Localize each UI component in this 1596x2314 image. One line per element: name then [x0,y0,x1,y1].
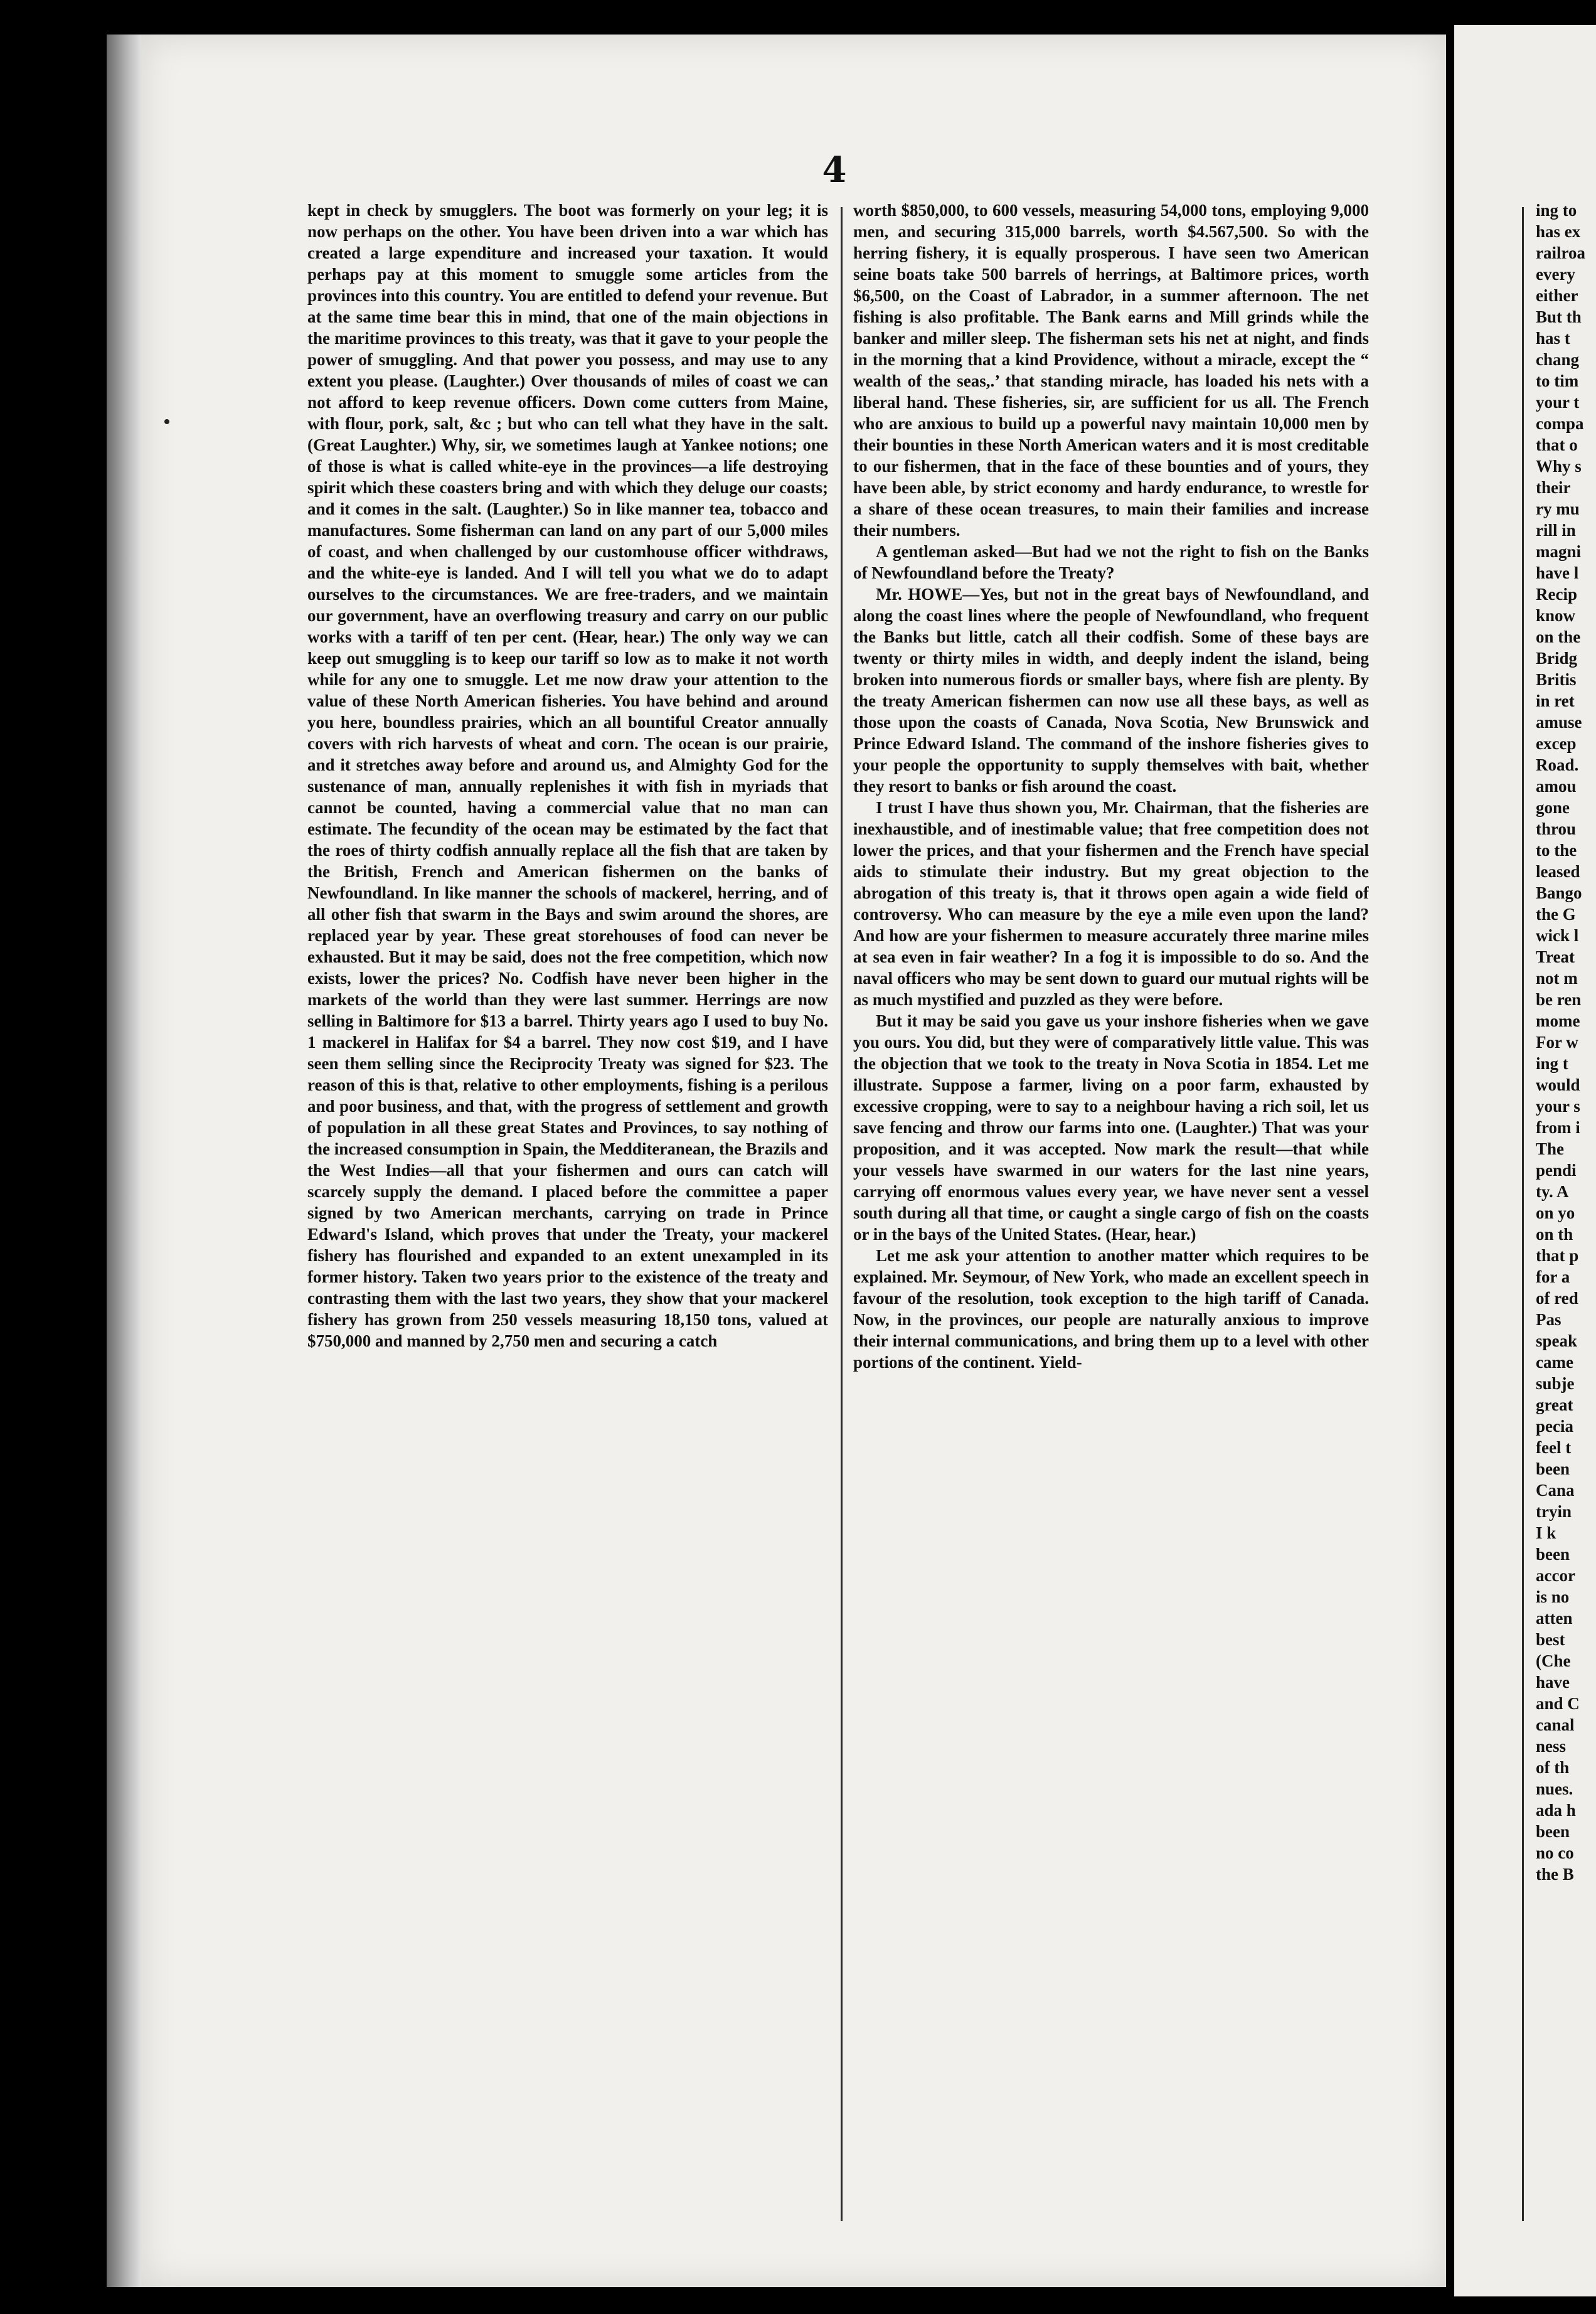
adjacent-page-line: been [1536,1459,1570,1478]
adjacent-page-line: magni [1536,542,1582,561]
adjacent-page-line: leased [1536,862,1580,881]
adjacent-page-line: have l [1536,563,1579,582]
adjacent-page-line: feel t [1536,1438,1572,1457]
adjacent-page-line: on yo [1536,1203,1575,1222]
adjacent-page-line: on th [1536,1225,1573,1244]
adjacent-page-line: rill in [1536,521,1576,540]
adjacent-page-line: throu [1536,819,1577,838]
adjacent-page-line: chang [1536,350,1580,369]
adjacent-page-line: Road. [1536,755,1579,774]
adjacent-page-column-divider [1522,207,1524,2221]
adjacent-page-line: Recip [1536,585,1577,604]
adjacent-page-line: and C [1536,1694,1580,1713]
adjacent-page-line: I k [1536,1523,1556,1542]
adjacent-page-line: from i [1536,1118,1580,1137]
adjacent-page-line: has t [1536,329,1570,348]
adjacent-page-line: ry mu [1536,499,1580,518]
paragraph: Let me ask your attention to another matter which requires to be explained. Mr. Seymour, of New York, who made an excellent speech in favour of the resolution, took exception to the high tariff of Canada. Now, in the provinces, our people are naturally anxious to improve their internal communications, and bring them up to a level with other portions of the continent. Yield- [853,1246,1369,1372]
adjacent-page-line: nues. [1536,1779,1573,1798]
paragraph: worth $850,000, to 600 vessels, measuring 54,000 tons, employing 9,000 men, and securing 315,000 barrels, worth $4.567,500. So with the herring fishery, it is equally prosperous. I have seen two American seine boats take 500 barrels of herrings, at Baltimore prices, worth $6,500, on the Coast of Labrador, in a summer afternoon. The net fishing is also profitable. The Bank earns and Mill grinds while the banker and miller sleep. The fisherman sets his net at night, and finds in the morning that a kind Providence, without a miracle, except the “ wealth of the seas,.’ that standing miracle, has loaded his nets with a liberal hand. These fisheries, sir, are sufficient for us all. The French who are anxious to build up a powerful navy maintain 10,000 men by their bounties in these North American waters and it is most creditable to our fishermen, that in the face of these bounties and of yours, they have been able, by strict economy and hardy endurance, to wrestle for a share of these ocean treasures, to main their families and increase their numbers. [853,201,1369,540]
adjacent-page-line: ing t [1536,1054,1568,1073]
adjacent-page-line: your t [1536,393,1580,412]
adjacent-page-line: ness [1536,1737,1567,1756]
adjacent-page-line: for a [1536,1267,1570,1286]
adjacent-page-text-fragments [1536,200,1596,2232]
adjacent-page-line: your s [1536,1097,1580,1116]
paragraph: kept in check by smugglers. The boot was formerly on your leg; it is now perhaps on the other. You have been driven into a war which has created a large expenditure and increased your taxation. It would perhaps pay at this moment to smuggle some articles from the provinces into this country. You are entitled to defend your revenue. But at the same time bear this in mind, that one of the main objections in the maritime provinces to this treaty, was that it gave to your people the power of smuggling. And that power you possess, and may use to any extent you please. (Laughter.) Over thousands of miles of coast we can not afford to keep revenue officers. Down come cutters from Maine, with flour, pork, salt, &c ; but who can tell what they have in the salt. (Great Laughter.) Why, sir, we sometimes laugh at Yankee notions; one of those is what is called white-eye in the provinces—a life destroying spirit which these coasters bring and with which they deluge our coasts; and it comes in the salt. (Laughter.) So in like manner tea, tobacco and manufactures. Some fisherman can land on any part of our 5,000 miles of coast, and when challenged by our customhouse officer withdraws, and the white-eye is landed. And I will tell you what we do to adapt ourselves to the circumstances. We are free-traders, and we maintain our government, have an overflowing treasury and carry on our public works with a tariff of ten per cent. (Hear, hear.) The only way we can keep out smuggling is to keep our tariff so low as to make it not worth while for any one to smuggle. Let me now draw your attention to the value of these North American fisheries. You have behind and around you here, boundless prairies, which an all bountiful Creator annually covers with rich harvests of wheat and corn. The ocean is our prairie, and it stretches away before and around us, and Almighty God for the sustenance of man, annually replenishes it with fish in myriads that cannot be counted, having a commercial value that no man can estimate. The fecundity of the ocean may be estimated by the fact that the roes of thirty codfish annually replace all the fish that are taken by the British, French and American fishermen on the banks of Newfoundland. In like manner the schools of mackerel, herring, and of all other fish that swarm in the Bays and swim around the shores, are replaced year by year. These great storehouses of food can never be exhausted. But it may be said, does not the free competition, which now exists, lower the prices? No. Codfish have never been higher in the markets of the world than they were last summer. Herrings are now selling in Baltimore for $13 a barrel. Thirty years ago I used to buy No. 1 mackerel in Halifax for $4 a barrel. They now cost $19, and I have seen them selling since the Reciprocity Treaty was signed for $23. The reason of this is that, relative to other employments, fishing is a perilous and poor business, and that, with the progress of settlement and growth of population in all these great States and Provinces, to say nothing of the increased consumption in Spain, the Medditeranean, the Brazils and the West Indies—all that your fishermen and ours can catch will scarcely supply the demand. I placed before the committee a paper signed by two American merchants, carrying on trade in Prince Edward's Island, which proves that under the Treaty, your mackerel fishery has flourished and expanded to an extent unexampled in its former history. Taken two years prior to the existence of the treaty and contrasting them with the last two years, they show that your mackerel fishery has grown from 250 vessels measuring 18,150 tons, valued at $750,000 and manned by 2,750 men and securing a catch [307,201,828,1350]
adjacent-page-line: every [1536,265,1575,284]
adjacent-page-line: the B [1536,1865,1574,1884]
adjacent-page-line: compa [1536,414,1584,433]
adjacent-page-line: no co [1536,1843,1574,1862]
adjacent-page-line: to the [1536,841,1577,860]
adjacent-page-line: Why s [1536,457,1582,476]
adjacent-page-line: The [1536,1139,1565,1158]
adjacent-page-line: best [1536,1630,1565,1649]
ink-fleck [164,419,169,424]
adjacent-page-line: tryin [1536,1502,1572,1521]
paragraph: I trust I have thus shown you, Mr. Chairman, that the fisheries are inexhaustible, and of inestimable value; that free competition does not lower the prices, and that your fishermen and the French have special aids to stimulate their industry. But my great objection to the abrogation of this treaty is, that it throws open again a wide field of controversy. Who can measure by the eye a mile even upon the land? And how are your fishermen to measure accurately three marine miles at sea even in fair weather? In a fog it is impossible to do so. And the naval officers who may be sent down to guard our mutual rights will be as much mystified and puzzled as they were before. [853,798,1369,1009]
column-divider [841,207,843,2221]
adjacent-page-line: speak [1536,1331,1578,1350]
adjacent-page-line: the G [1536,905,1576,924]
adjacent-page-line: Bango [1536,883,1582,902]
adjacent-page-line: ty. A [1536,1182,1569,1201]
paragraph: A gentleman asked—But had we not the right to fish on the Banks of Newfoundland before the Treaty? [853,542,1369,582]
adjacent-page-line: of th [1536,1758,1570,1777]
adjacent-page-line: of red [1536,1289,1578,1308]
adjacent-page-line: (Che [1536,1651,1571,1670]
adjacent-page-line: that o [1536,435,1578,454]
adjacent-page-line: has ex [1536,222,1581,241]
adjacent-page-line: pendi [1536,1161,1577,1180]
adjacent-page-line: their [1536,478,1571,497]
adjacent-page-line: subje [1536,1374,1575,1393]
adjacent-page-line: know [1536,606,1576,625]
adjacent-page-line: accor [1536,1566,1575,1585]
adjacent-page-line: would [1536,1075,1580,1094]
paragraph: But it may be said you gave us your inshore fisheries when we gave you ours. You did, but they were of comparatively little value. This was the objection that we took to the treaty in Nova Scotia in 1854. Let me illustrate. Suppose a farmer, living on a poor farm, exhausted by excessive cropping, were to say to a neighbour having a rich soil, let us save fencing and throw our farms into one. (Laughter.) That was your proposition, and it was accepted. Now mark the result—that while your vessels have swarmed in our waters for the last nine years, carrying off enormous values every year, we have never sent a vessel south during all that time, or caught a single cargo of fish on the coasts or in the bays of the United States. (Hear, hear.) [853,1011,1369,1244]
adjacent-page-line: excep [1536,734,1577,753]
adjacent-page-line: Cana [1536,1481,1575,1500]
adjacent-page-line: canal [1536,1715,1575,1734]
adjacent-page-line: either [1536,286,1578,305]
adjacent-page-line: been [1536,1822,1570,1841]
adjacent-page-line: that p [1536,1246,1579,1265]
adjacent-page-line: came [1536,1353,1573,1372]
adjacent-page-line: gone [1536,798,1570,817]
adjacent-page-line: Treat [1536,947,1575,966]
adjacent-page-line: atten [1536,1609,1573,1628]
adjacent-page-line: to tim [1536,371,1579,390]
page-gutter-shadow [107,35,144,2287]
adjacent-page-line: ing to [1536,201,1577,220]
adjacent-page-line: Bridg [1536,649,1578,668]
adjacent-page-line: But th [1536,307,1582,326]
adjacent-page-line: on the [1536,627,1581,646]
adjacent-page-line: For w [1536,1033,1578,1052]
adjacent-page-line: been [1536,1545,1570,1564]
adjacent-page-line: railroa [1536,243,1585,262]
adjacent-page-line: is no [1536,1587,1570,1606]
adjacent-page-line: mome [1536,1011,1580,1030]
adjacent-page-line: in ret [1536,691,1575,710]
adjacent-page-line: be ren [1536,990,1582,1009]
page-number: 4 [822,149,847,191]
adjacent-page-line: have [1536,1673,1570,1692]
adjacent-page-line: amou [1536,777,1577,796]
adjacent-page-line: great [1536,1395,1573,1414]
adjacent-page-line: Pas [1536,1310,1561,1329]
middle-text-column [853,200,1369,2232]
adjacent-page-line: not m [1536,969,1578,988]
adjacent-page-line: wick l [1536,926,1579,945]
left-text-column [307,200,828,2232]
adjacent-page-line: ada h [1536,1801,1576,1820]
adjacent-page-line: Britis [1536,670,1577,689]
adjacent-page-line: pecia [1536,1417,1573,1436]
paragraph: Mr. HOWE—Yes, but not in the great bays of Newfoundland, and along the coast lines where the people of Newfoundland, who frequent the Banks but little, catch all their codfish. Some of these bays are twenty or thirty miles in width, and deeply indent the island, being broken into numerous fiords or smaller bays, where fish are plenty. By the treaty American fishermen can now use all these bays, as well as those upon the coasts of Canada, Nova Scotia, New Brunswick and Prince Edward Island. The command of the inshore fisheries gives to your people the opportunity to supply themselves with bait, whether they resort to banks or fish around the coast. [853,585,1369,796]
adjacent-page-line: amuse [1536,713,1582,732]
